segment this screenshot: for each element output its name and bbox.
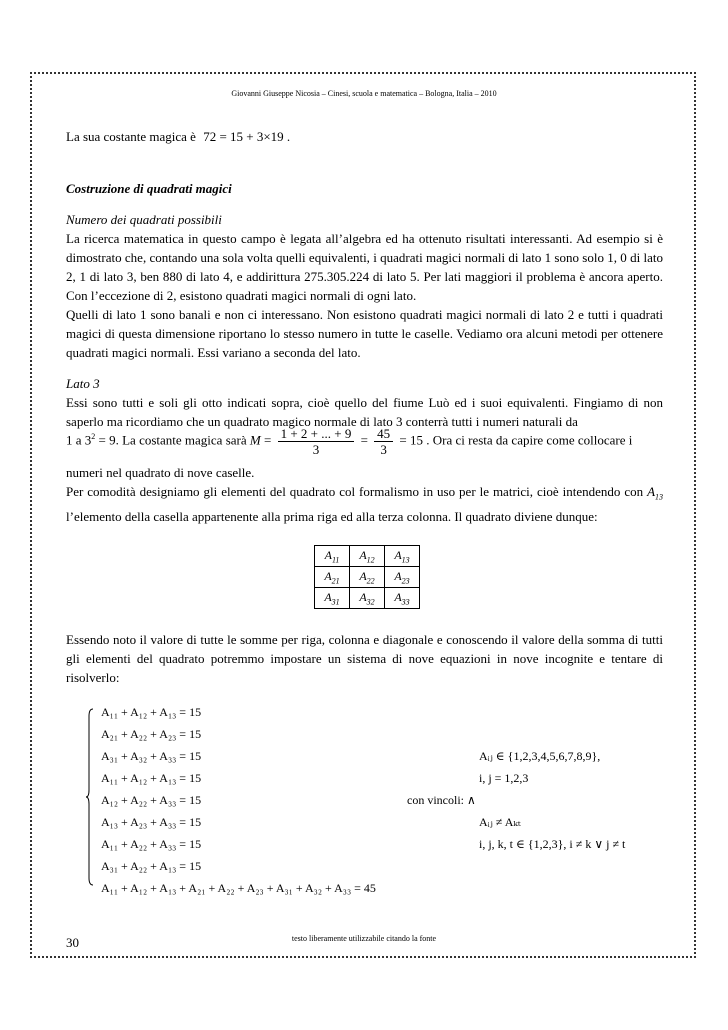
matrix-cell: $A_{31}$ bbox=[315, 588, 350, 609]
subsection-title-lato-3: Lato 3 bbox=[66, 376, 100, 391]
equation-row: A₃₁ + A₃₂ + A₃₃ = 15 bbox=[101, 749, 202, 763]
intro-formula: 72 = 15 + 3×19 . bbox=[203, 129, 291, 144]
constant-text: = 9. La costante magica sarà bbox=[95, 432, 250, 448]
matrix-cell: $A_{12}$ bbox=[350, 546, 385, 567]
paragraph-notation bbox=[66, 482, 663, 526]
equation-row: A₁₁ + A₁₂ + A₁₃ + A₂₁ + A₂₂ + A₂₃ + A₃₁ + A₃₂ + A₃₃ = 45 bbox=[101, 881, 376, 895]
intro-line bbox=[66, 127, 290, 146]
result-text: = 15 . Ora ci resta da capire come collocare i bbox=[399, 432, 633, 448]
fraction-value bbox=[374, 426, 393, 457]
equation-row: A₁₁ + A₁₂ + A₁₃ = 15 bbox=[101, 705, 202, 719]
matrix-cell: $A_{21}$ bbox=[315, 567, 350, 588]
constraint-row: i, j, k, t ∈ {1,2,3}, i ≠ k ∨ j ≠ t bbox=[479, 837, 626, 851]
paragraph-system: Essendo noto il valore di tutte le somme per riga, colonna e diagonale e conoscendo il valore della somma di tutti gli elementi del quadrato potremmo impostare un sistema di nove equazioni in nove incognite e tentare di risolverlo: bbox=[66, 632, 663, 685]
paragraph-count: La ricerca matematica in questo campo è legata all’algebra ed ha ottenuto risultati interessanti. Ad esempio si è dimostrato che, contando una sola volta quelli equivalenti, i quadrati magici normali di lato 1 sono solo 1, 0 di lato 2, 1 di lato 3, ben 880 di lato 4, e addirittura 275.305.224 di lato 5. Per lati maggiori il problema è ancora aperto. Con l’eccezione di 2, esistono quadrati magici normali di ogni lato. bbox=[66, 231, 663, 303]
system-brace bbox=[86, 708, 94, 886]
page-footer: testo liberamente utilizzabile citando la fonte bbox=[291, 934, 437, 943]
constraints-label: con vincoli: ∧ bbox=[407, 793, 476, 807]
notation-text-b: l’elemento della casella appartenente alla prima riga ed alla terza colonna. Il quadrato diviene dunque: bbox=[66, 508, 598, 524]
fraction-value-numerator: 45 bbox=[374, 426, 393, 442]
symbol-M: M bbox=[249, 432, 261, 448]
matrix-cell: $A_{32}$ bbox=[350, 588, 385, 609]
constraint-row: Aᵢⱼ ≠ Aₖₜ bbox=[479, 815, 521, 829]
fraction-sum-numerator: 1 + 2 + ... + 9 bbox=[278, 426, 355, 442]
constraint-row: Aᵢⱼ ∈ {1,2,3,4,5,6,7,8,9}, bbox=[479, 749, 601, 763]
matrix-cell: $A_{22}$ bbox=[350, 567, 385, 588]
page-header: Giovanni Giuseppe Nicosia – Cinesi, scuola e matematica – Bologna, Italia – 2010 bbox=[231, 89, 497, 98]
notation-text-a: Per comodità designiamo gli elementi del quadrato col formalismo in uso per le matrici, cioè intendendo con bbox=[66, 484, 644, 499]
fraction-sum-denominator: 3 bbox=[312, 442, 320, 457]
equation-row: A₁₃ + A₂₃ + A₃₃ = 15 bbox=[101, 815, 202, 829]
matrix-cell: $A_{33}$ bbox=[385, 588, 420, 609]
fraction-sum bbox=[278, 426, 355, 457]
equation-row: A₃₁ + A₂₂ + A₁₃ = 15 bbox=[101, 859, 202, 873]
equation-row: A₂₁ + A₂₂ + A₂₃ = 15 bbox=[101, 727, 202, 741]
matrix-cell: $A_{13}$ bbox=[385, 546, 420, 567]
intro-text: La sua costante magica è bbox=[66, 129, 196, 144]
notation-symbol: $A_{13}$ bbox=[647, 484, 664, 502]
paragraph-lato-3: Essi sono tutti e soli gli otto indicati sopra, cioè quello del fiume Luò ed i suoi equivalenti. Fingiamo di non saperlo ma ricordiamo che un quadrato magico normale di lato 3 conterrà tutti i numeri naturali da bbox=[66, 395, 663, 429]
matrix-cell: $A_{23}$ bbox=[385, 567, 420, 588]
section-title: Costruzione di quadrati magici bbox=[66, 181, 232, 196]
subsection-title-count: Numero dei quadrati possibili bbox=[66, 212, 222, 227]
matrix-row bbox=[315, 588, 420, 609]
constraint-row: i, j = 1,2,3 bbox=[479, 771, 529, 785]
paragraph-lato-1-2: Quelli di lato 1 sono banali e non ci interessano. Non esistono quadrati magici normali di lato 2 e tutti i quadrati magici di questa dimensione riportano lo stesso numero in tutte le caselle. Vediamo ora alcuni metodi per ottenere quadrati magici normali. Essi variano a seconda del lato. bbox=[66, 307, 663, 360]
range-text: 1 a 3 bbox=[66, 432, 92, 448]
equation-row: A₁₂ + A₂₂ + A₃₃ = 15 bbox=[101, 793, 202, 807]
fraction-value-denominator: 3 bbox=[380, 442, 387, 457]
exponent: 2 bbox=[91, 432, 96, 442]
equals-sign: = bbox=[263, 432, 272, 448]
equation-row: A₁₁ + A₁₂ + A₁₃ = 15 bbox=[101, 771, 202, 785]
matrix-row bbox=[315, 546, 420, 567]
matrix-row bbox=[315, 567, 420, 588]
paragraph-cells: numeri nel quadrato di nove caselle. bbox=[66, 465, 255, 480]
magic-constant-line bbox=[66, 426, 663, 457]
equals-sign-2: = bbox=[360, 432, 368, 448]
equation-row: A₁₁ + A₂₂ + A₃₃ = 15 bbox=[101, 837, 202, 851]
page-number: 30 bbox=[66, 935, 79, 950]
matrix-cell: $A_{11}$ bbox=[315, 546, 350, 567]
magic-square-table bbox=[314, 545, 420, 609]
